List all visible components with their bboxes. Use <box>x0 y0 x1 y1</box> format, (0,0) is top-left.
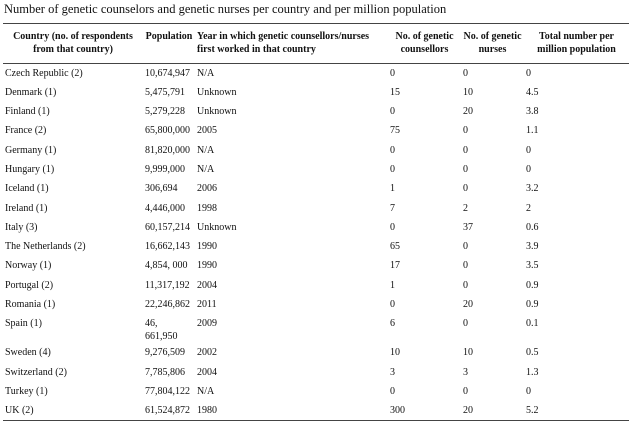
cell-population: 60,157,214 <box>145 221 190 233</box>
cell-total: 0 <box>526 163 531 175</box>
table-caption: Number of genetic counselors and genetic nurses per country and per million population <box>4 2 447 16</box>
header-nurses: No. of genetic nurses <box>463 31 522 55</box>
cell-counsellors: 0 <box>390 163 395 175</box>
table-row <box>3 218 629 237</box>
table-row <box>3 343 629 362</box>
cell-year: 2004 <box>197 279 217 291</box>
cell-year: 2009 <box>197 318 217 330</box>
table-row <box>3 401 629 420</box>
cell-population: 16,662,143 <box>145 241 190 253</box>
cell-total: 5.2 <box>526 405 539 417</box>
table-body <box>3 64 629 421</box>
genetic-staff-table <box>3 23 629 421</box>
cell-total: 0 <box>526 144 531 156</box>
cell-nurses: 0 <box>463 163 468 175</box>
cell-counsellors: 17 <box>390 260 400 272</box>
cell-country: Iceland (1) <box>5 183 49 195</box>
cell-population: 65,800,000 <box>145 125 190 137</box>
table-row <box>3 64 629 83</box>
cell-country: Germany (1) <box>5 144 57 156</box>
cell-counsellors: 3 <box>390 366 395 378</box>
cell-counsellors: 0 <box>390 144 395 156</box>
cell-year: Unknown <box>197 86 237 98</box>
cell-year: 2005 <box>197 125 217 137</box>
cell-year: 1998 <box>197 202 217 214</box>
cell-total: 0.9 <box>526 279 539 291</box>
table-row <box>3 295 629 314</box>
cell-total: 0.5 <box>526 347 539 359</box>
cell-country: The Netherlands (2) <box>5 241 86 253</box>
cell-population: 5,279,228 <box>145 106 185 118</box>
cell-country: France (2) <box>5 125 47 137</box>
cell-counsellors: 0 <box>390 106 395 118</box>
cell-total: 2 <box>526 202 531 214</box>
cell-population: 5,475,791 <box>145 86 185 98</box>
cell-population: 10,674,947 <box>145 68 190 79</box>
cell-counsellors: 300 <box>390 405 405 417</box>
table-row <box>3 314 629 343</box>
cell-counsellors: 10 <box>390 347 400 359</box>
table-row <box>3 199 629 218</box>
header-total: Total number per million population <box>537 31 616 55</box>
cell-population: 61,524,872 <box>145 405 190 417</box>
cell-population: 81,820,000 <box>145 144 190 156</box>
cell-counsellors: 0 <box>390 221 395 233</box>
table-row <box>3 121 629 140</box>
cell-nurses: 10 <box>463 86 473 98</box>
cell-nurses: 20 <box>463 106 473 118</box>
cell-country: Denmark (1) <box>5 86 57 98</box>
cell-country: Spain (1) <box>5 318 42 330</box>
table-row <box>3 363 629 382</box>
cell-nurses: 0 <box>463 125 468 137</box>
cell-nurses: 20 <box>463 299 473 311</box>
table-row <box>3 141 629 160</box>
header-population: Population <box>145 31 193 42</box>
cell-year: 2011 <box>197 299 217 311</box>
cell-country: Ireland (1) <box>5 202 48 214</box>
cell-total: 0 <box>526 385 531 397</box>
cell-nurses: 3 <box>463 366 468 378</box>
cell-nurses: 2 <box>463 202 468 214</box>
cell-counsellors: 0 <box>390 299 395 311</box>
cell-total: 0.9 <box>526 299 539 311</box>
cell-population: 7,785,806 <box>145 366 185 378</box>
cell-counsellors: 1 <box>390 183 395 195</box>
cell-year: N/A <box>197 385 215 397</box>
cell-year: Unknown <box>197 106 237 118</box>
header-year: Year in which genetic counsellors/nurses first worked in that country <box>197 31 370 55</box>
cell-year: N/A <box>197 163 215 175</box>
cell-population: 9,999,000 <box>145 163 185 175</box>
header-counsellors: No. of genetic counsellors <box>395 31 454 55</box>
cell-nurses: 0 <box>463 68 468 79</box>
cell-country: Turkey (1) <box>5 385 48 397</box>
cell-total: 3.2 <box>526 183 539 195</box>
cell-country: Hungary (1) <box>5 163 55 175</box>
cell-population: 11,317,192 <box>145 279 190 291</box>
table-row <box>3 160 629 179</box>
cell-population: 4,854, 000 <box>145 260 188 272</box>
cell-population: 46, 661,950 <box>145 318 178 343</box>
header-row <box>3 24 629 64</box>
cell-year: 2004 <box>197 366 217 378</box>
cell-counsellors: 1 <box>390 279 395 291</box>
cell-year: 2006 <box>197 183 217 195</box>
table-row <box>3 276 629 295</box>
cell-nurses: 20 <box>463 405 473 417</box>
table-row <box>3 256 629 275</box>
table-row <box>3 237 629 256</box>
cell-population: 22,246,862 <box>145 299 190 311</box>
cell-counsellors: 7 <box>390 202 395 214</box>
cell-year: N/A <box>197 68 215 79</box>
cell-total: 0.6 <box>526 221 539 233</box>
cell-country: Sweden (4) <box>5 347 51 359</box>
header-country: Country (no. of respondents from that country) <box>13 31 133 55</box>
cell-population: 77,804,122 <box>145 385 190 397</box>
cell-total: 3.9 <box>526 241 539 253</box>
cell-year: 1980 <box>197 405 217 417</box>
cell-year: 2002 <box>197 347 217 359</box>
cell-year: Unknown <box>197 221 237 233</box>
cell-population: 4,446,000 <box>145 202 185 214</box>
cell-nurses: 10 <box>463 347 473 359</box>
cell-country: Italy (3) <box>5 221 38 233</box>
cell-nurses: 0 <box>463 318 468 330</box>
cell-total: 0 <box>526 68 531 79</box>
cell-counsellors: 75 <box>390 125 400 137</box>
cell-nurses: 0 <box>463 260 468 272</box>
cell-country: Norway (1) <box>5 260 52 272</box>
cell-country: Finland (1) <box>5 106 50 118</box>
cell-counsellors: 65 <box>390 241 400 253</box>
cell-total: 3.5 <box>526 260 539 272</box>
cell-nurses: 0 <box>463 279 468 291</box>
cell-total: 1.1 <box>526 125 539 137</box>
cell-nurses: 0 <box>463 144 468 156</box>
cell-year: N/A <box>197 144 215 156</box>
cell-nurses: 0 <box>463 183 468 195</box>
cell-counsellors: 0 <box>390 385 395 397</box>
table-row <box>3 382 629 401</box>
cell-total: 1.3 <box>526 366 539 378</box>
cell-year: 1990 <box>197 260 217 272</box>
table-container <box>3 23 629 421</box>
table-row <box>3 179 629 198</box>
cell-population: 9,276,509 <box>145 347 185 359</box>
cell-country: Switzerland (2) <box>5 366 67 378</box>
cell-nurses: 0 <box>463 385 468 397</box>
cell-nurses: 37 <box>463 221 473 233</box>
cell-country: Romania (1) <box>5 299 56 311</box>
cell-total: 3.8 <box>526 106 539 118</box>
cell-nurses: 0 <box>463 241 468 253</box>
cell-counsellors: 15 <box>390 86 400 98</box>
cell-counsellors: 6 <box>390 318 395 330</box>
table-row <box>3 102 629 121</box>
table-row <box>3 83 629 102</box>
cell-country: UK (2) <box>5 405 34 417</box>
cell-country: Portugal (2) <box>5 279 54 291</box>
cell-year: 1990 <box>197 241 217 253</box>
cell-total: 4.5 <box>526 86 539 98</box>
cell-population: 306,694 <box>145 183 178 195</box>
cell-country: Czech Republic (2) <box>5 68 83 79</box>
cell-total: 0.1 <box>526 318 539 330</box>
cell-counsellors: 0 <box>390 68 395 79</box>
